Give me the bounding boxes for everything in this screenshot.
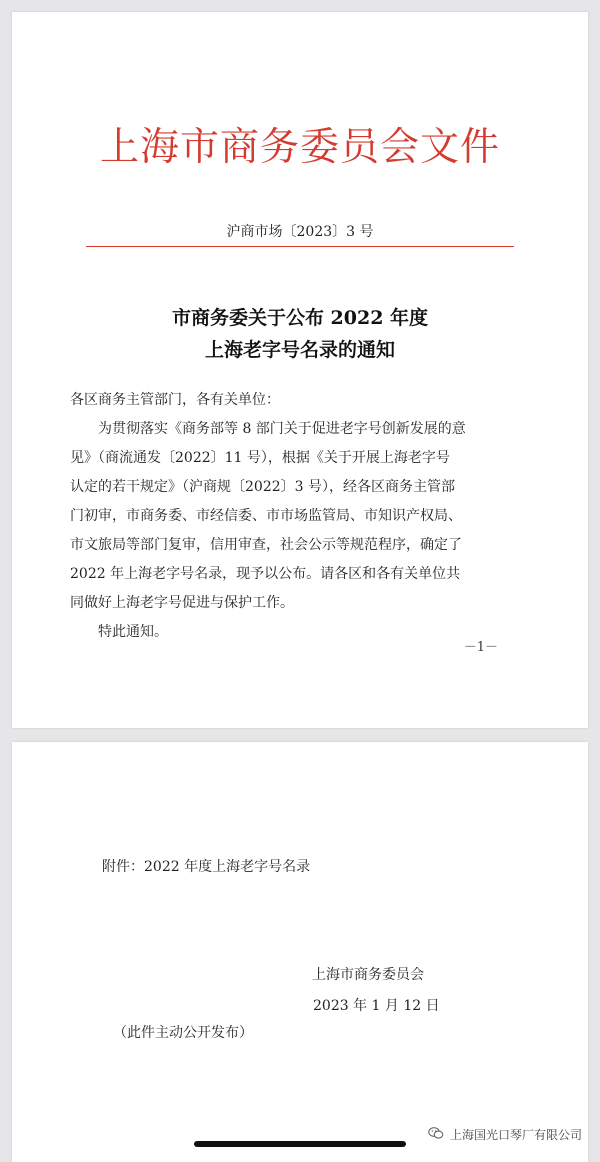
body-text [70, 386, 530, 647]
issue-date: 2023 年 1 月 12 日 [313, 998, 440, 1014]
body-line: 市文旅局等部门复审，信用审查，社会公示等规范程序，确定了 [70, 537, 462, 553]
page-number: －1－ [463, 640, 498, 655]
body-line: 同做好上海老字号促进与保护工作。 [70, 595, 294, 611]
document-page-1 [12, 12, 588, 728]
salutation: 各区商务主管部门，各有关单位： [70, 392, 280, 408]
body-line: 见》（商流通发〔2022〕11 号），根据《关于开展上海老字号 [70, 450, 450, 466]
document-title [12, 302, 588, 366]
watermark [428, 1126, 582, 1143]
document-number: 沪商市场〔2023〕3 号 [226, 224, 374, 240]
closing-line: 特此通知。 [98, 624, 168, 640]
watermark-text: 上海国光口琴厂有限公司 [449, 1128, 582, 1142]
header-title: 上海市商务委员会文件 [99, 125, 500, 170]
document-page-2 [12, 742, 588, 1162]
home-indicator[interactable] [194, 1141, 406, 1147]
body-line: 认定的若干规定》（沪商规〔2022〕3 号），经各区商务主管部 [70, 479, 455, 495]
signer: 上海市商务委员会 [312, 967, 424, 983]
body-line: 2022 年上海老字号名录，现予以公布。请各区和各有关单位共 [70, 566, 461, 582]
title-line-1: 市商务委关于公布 2022 年度 [171, 307, 429, 329]
body-line: 为贯彻落实《商务部等 8 部门关于促进老字号创新发展的意 [98, 421, 466, 437]
disclosure-note: （此件主动公开发布） [113, 1025, 253, 1041]
attachment-line: 附件：2022 年度上海老字号名录 [102, 859, 311, 875]
wechat-icon [428, 1126, 444, 1143]
title-line-2: 上海老字号名录的通知 [204, 339, 395, 361]
body-line: 门初审，市商务委、市经信委、市市场监管局、市知识产权局、 [70, 508, 462, 524]
red-divider [86, 246, 514, 247]
